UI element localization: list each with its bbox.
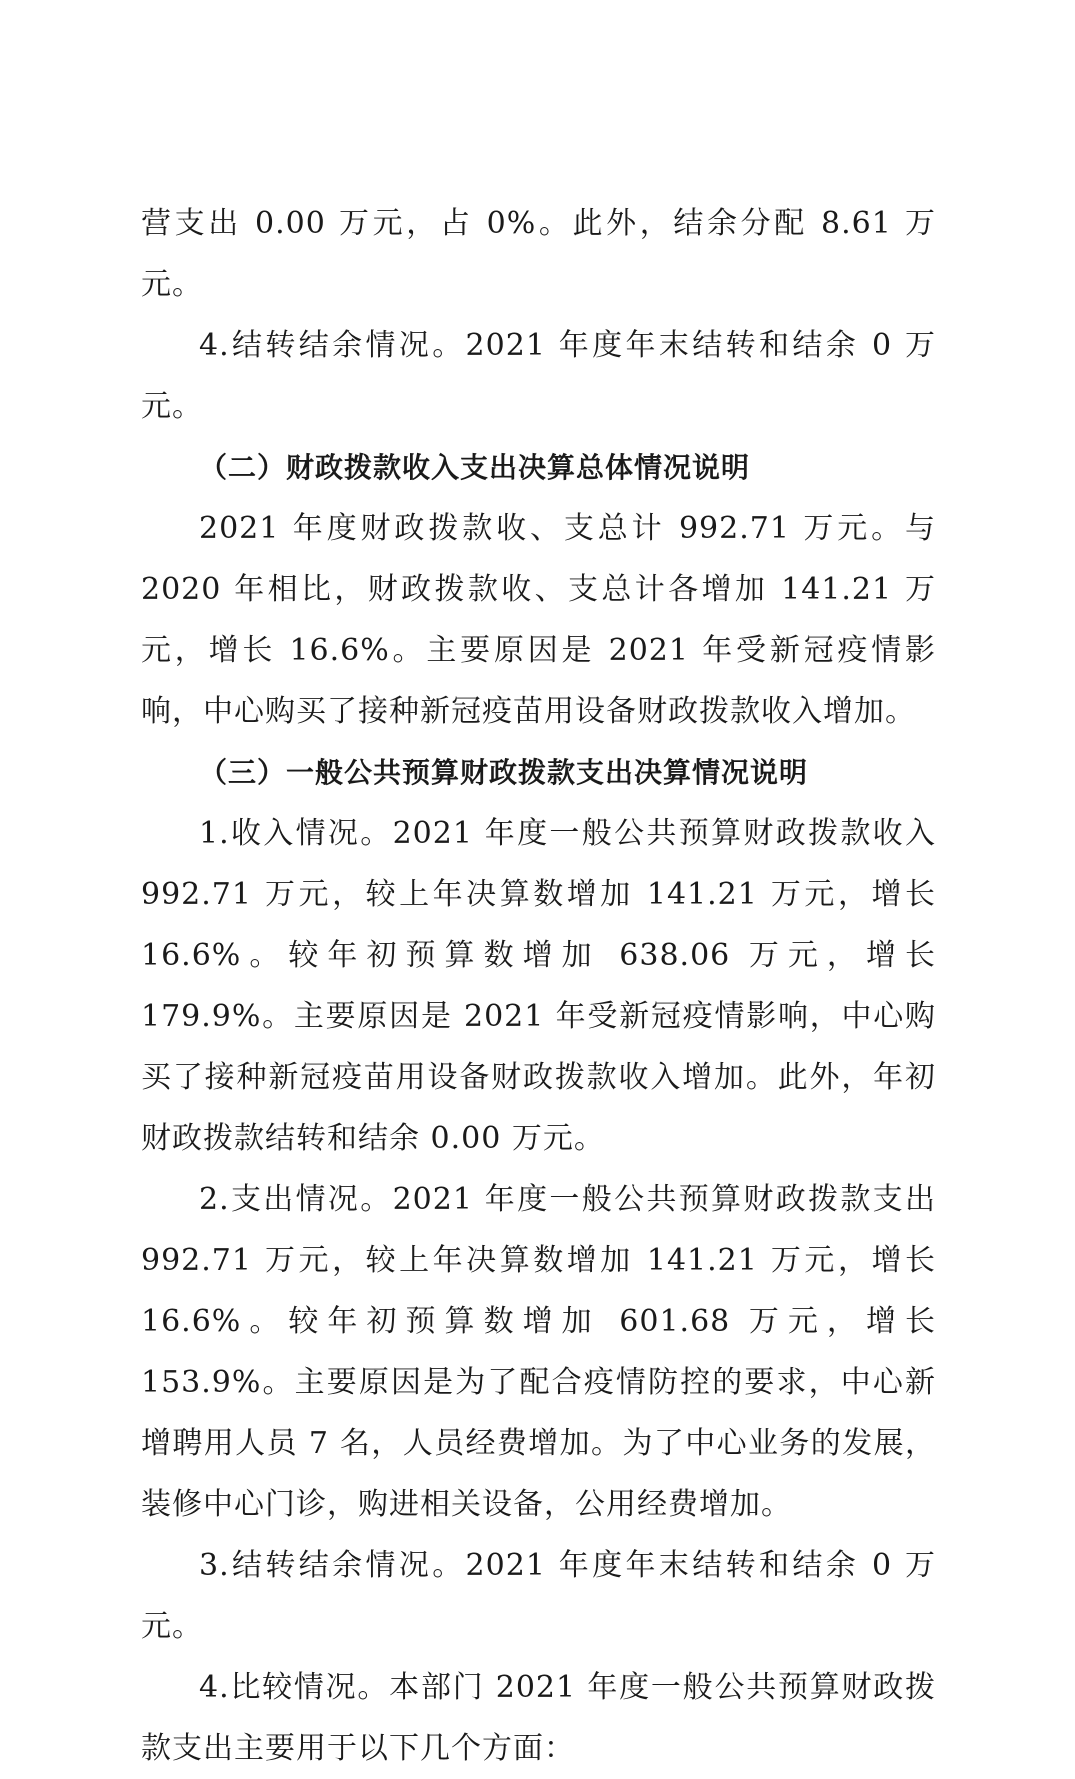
paragraph-expenditure-situation: 2.支出情况。2021 年度一般公共预算财政拨款支出 992.71 万元，较上年决算数增加 141.21 万元，增长 16.6%。较年初预算数增加 601.68 万元，增长 153.9%。主要原因是为了配合疫情防控的要求，中心新增聘用人员 7 名，人员经费增加。为了中心业务的发展，装修中心门诊，购进相关设备，公用经费增加。 <box>141 1182 936 1522</box>
section-heading-fiscal-appropriation: （二）财政拨款收入支出决算总体情况说明 <box>199 451 751 484</box>
paragraph-carryover-situation: 3.结转结余情况。2021 年度年末结转和结余 0 万元。 <box>141 1548 936 1644</box>
document-body <box>141 193 936 1779</box>
paragraph-income-situation: 1.收入情况。2021 年度一般公共预算财政拨款收入 992.71 万元，较上年决算数增加 141.21 万元，增长 16.6%。较年初预算数增加 638.06 万元，增长 179.9%。主要原因是 2021 年受新冠疫情影响，中心购买了接种新冠疫苗用设备财政拨款收入增加。此外，年初财政拨款结转和结余 0.00 万元。 <box>141 816 936 1156</box>
paragraph-carryover-balance: 4.结转结余情况。2021 年度年末结转和结余 0 万元。 <box>141 328 936 424</box>
paragraph-expenditure-continuation: 营支出 0.00 万元，占 0%。此外，结余分配 8.61 万元。 <box>141 206 936 302</box>
paragraph-comparison-situation: 4.比较情况。本部门 2021 年度一般公共预算财政拨款支出主要用于以下几个方面： <box>141 1670 936 1766</box>
section-heading-general-public-budget: （三）一般公共预算财政拨款支出决算情况说明 <box>199 756 809 789</box>
paragraph-fiscal-appropriation-summary: 2021 年度财政拨款收、支总计 992.71 万元。与 2020 年相比，财政拨款收、支总计各增加 141.21 万元，增长 16.6%。主要原因是 2021 年受新冠疫情影响，中心购买了接种新冠疫苗用设备财政拨款收入增加。 <box>141 511 936 729</box>
